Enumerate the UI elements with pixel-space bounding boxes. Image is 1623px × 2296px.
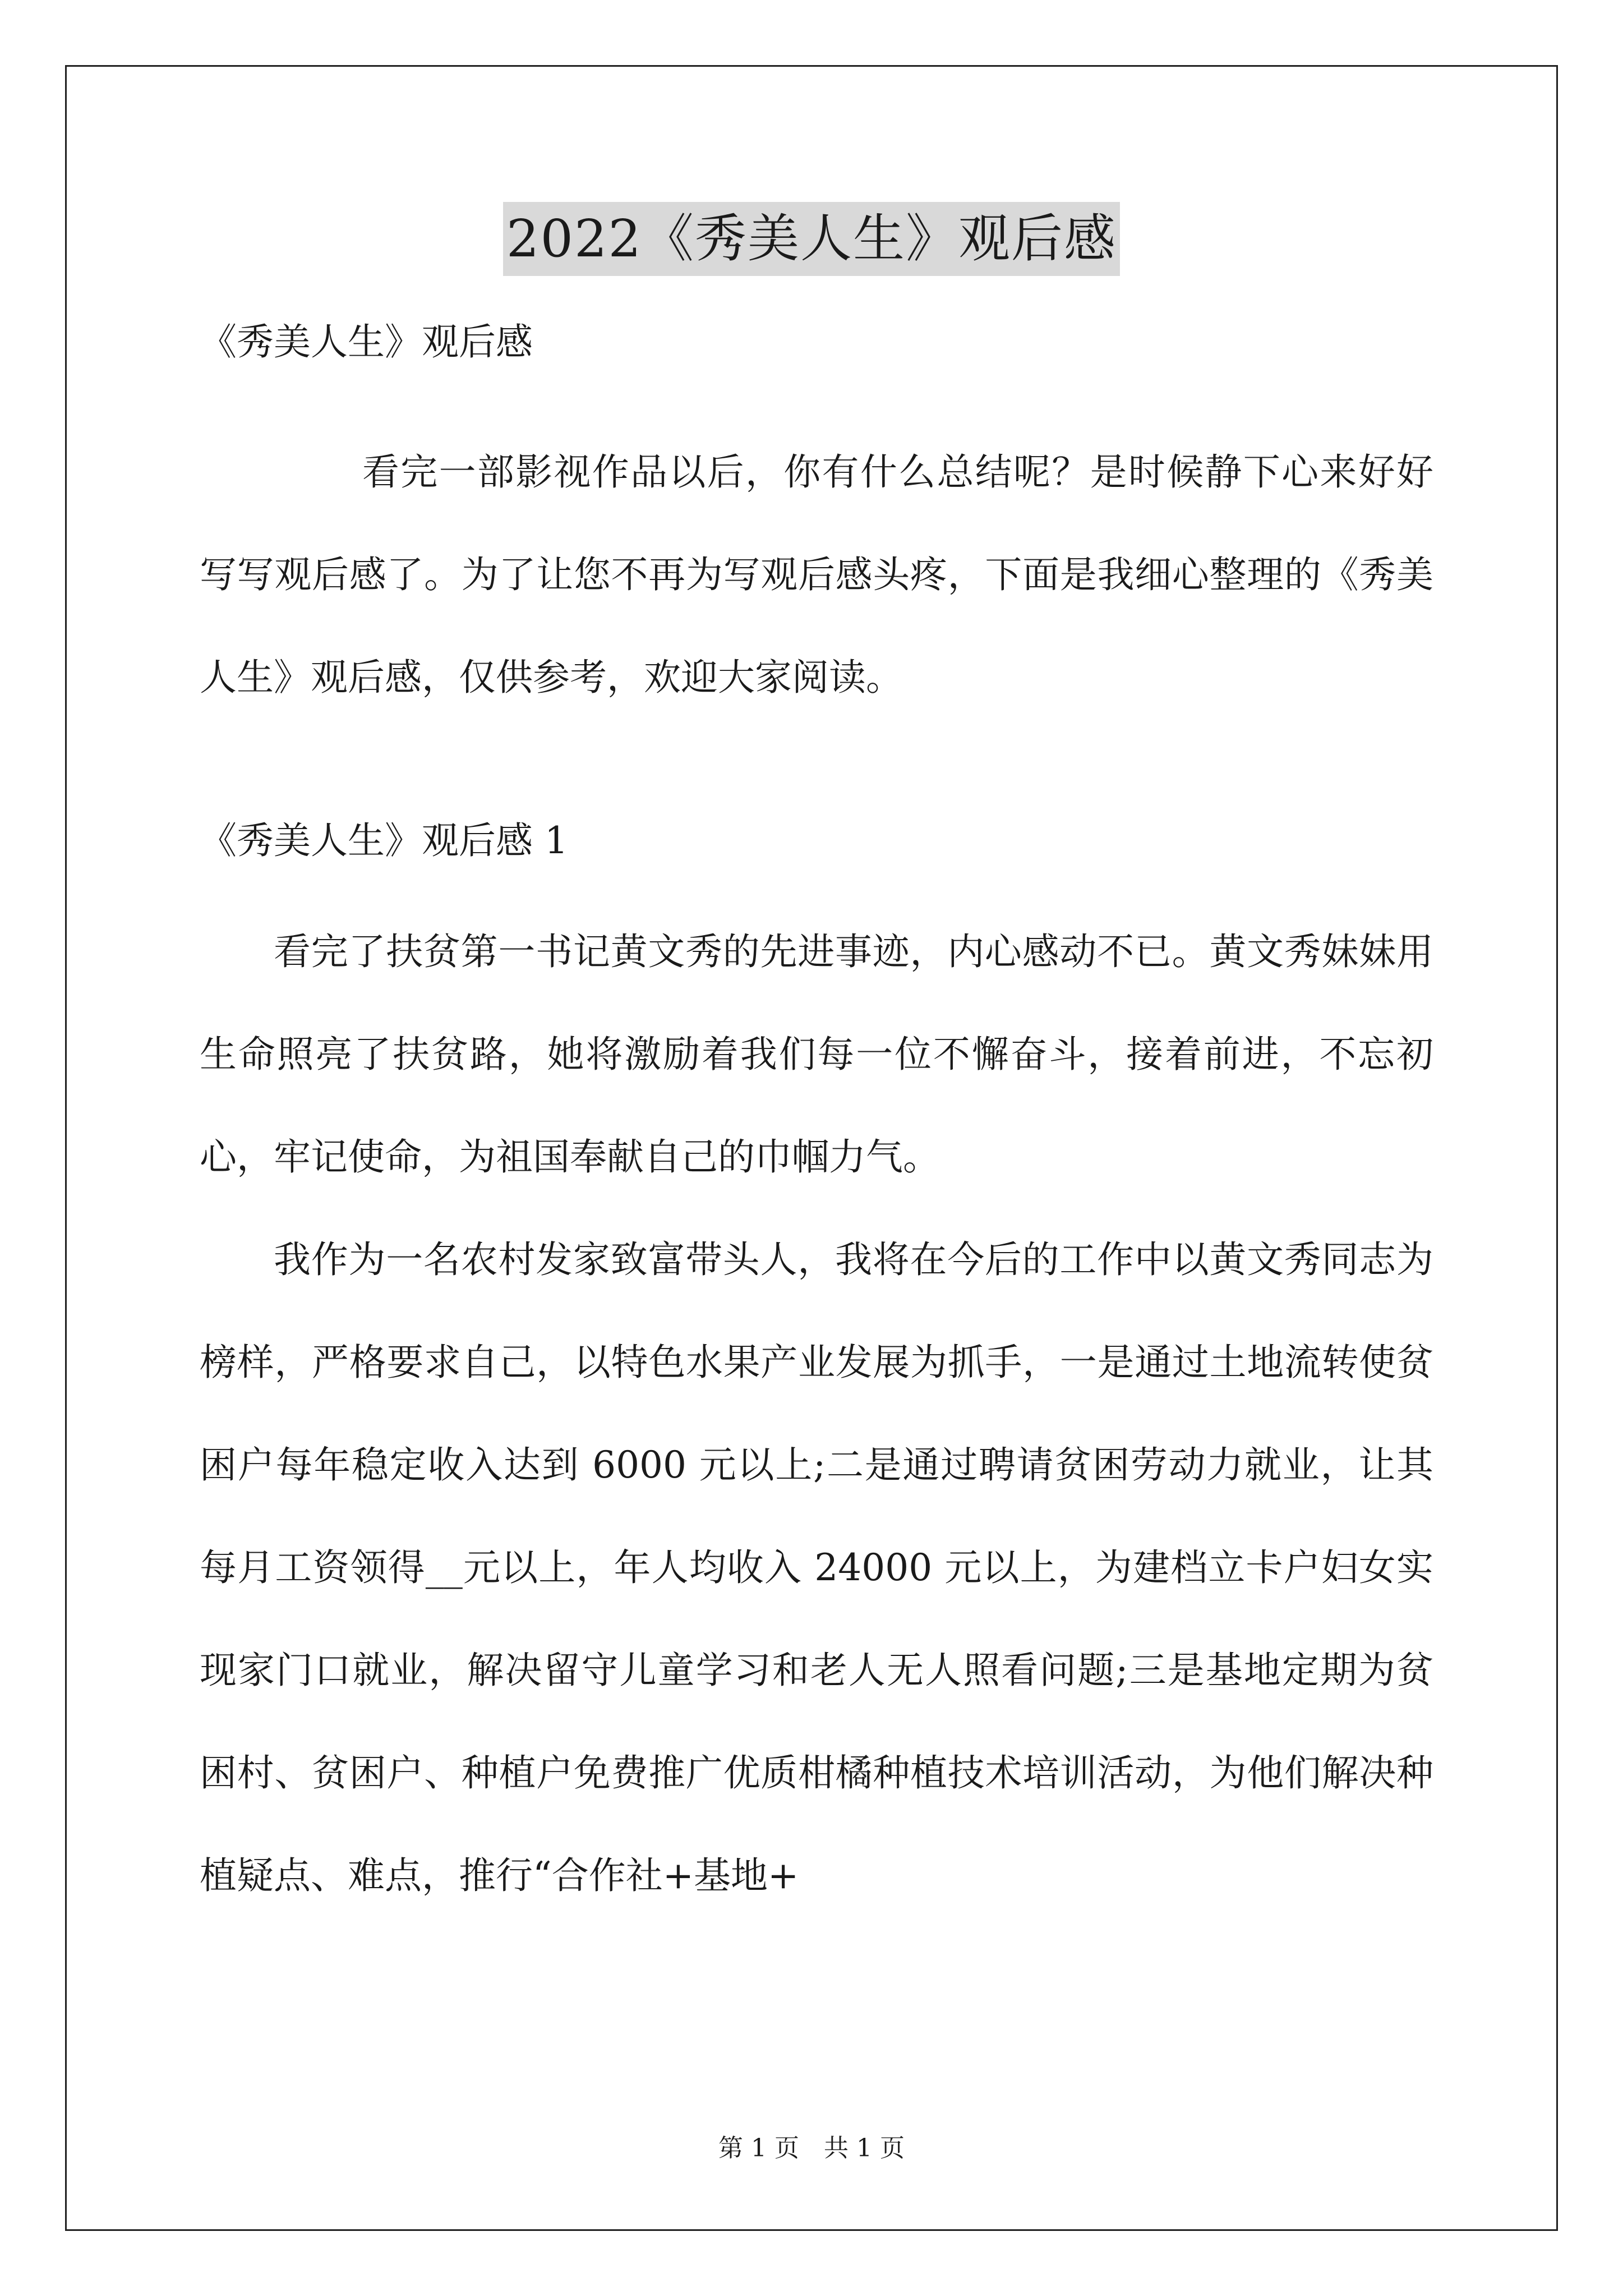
body-paragraph-2: 我作为一名农村发家致富带头人，我将在今后的工作中以黄文秀同志为榜样，严格要求自己，以特色水果产业发展为抓手，一是通过土地流转使贫困户每年稳定收入达到 6000 元以上;二是通过聘请贫困劳动力就业，让其每月工资领得__元以上，年人均收入 24000 元以上，为建档立卡户妇女实现家门口就业，解决留守儿童学习和老人无人照看问题;三是基地定期为贫困村、贫困户、种植户免费推广优质柑橘种植技术培训活动，为他们解决种植疑点、难点，推行“合作社+基地+: [200, 1238, 1433, 1897]
spacer: [200, 370, 1433, 421]
intro-subtitle: 《秀美人生》观后感: [200, 320, 533, 364]
spacer: [200, 869, 1433, 900]
intro-paragraph: 看完一部影视作品以后，你有什么总结呢？是时候静下心来好好写写观后感了。为了让您不再为写观后感头疼，下面是我细心整理的《秀美人生》观后感，仅供参考，欢迎大家阅读。: [200, 450, 1433, 699]
section-heading: 《秀美人生》观后感 1: [200, 819, 568, 862]
page-footer: 第 1 页 共 1 页: [718, 2134, 905, 2162]
document-body: [200, 314, 1433, 1927]
spacer: [200, 729, 1433, 813]
document-title: 2022《秀美人生》观后感: [503, 202, 1120, 276]
body-paragraph-1: 看完了扶贫第一书记黄文秀的先进事迹，内心感动不已。黄文秀妹妹用生命照亮了扶贫路，她将激励着我们每一位不懈奋斗，接着前进，不忘初心，牢记使命，为祖国奉献自己的巾帼力气。: [200, 930, 1433, 1179]
title-container: [0, 202, 1623, 276]
